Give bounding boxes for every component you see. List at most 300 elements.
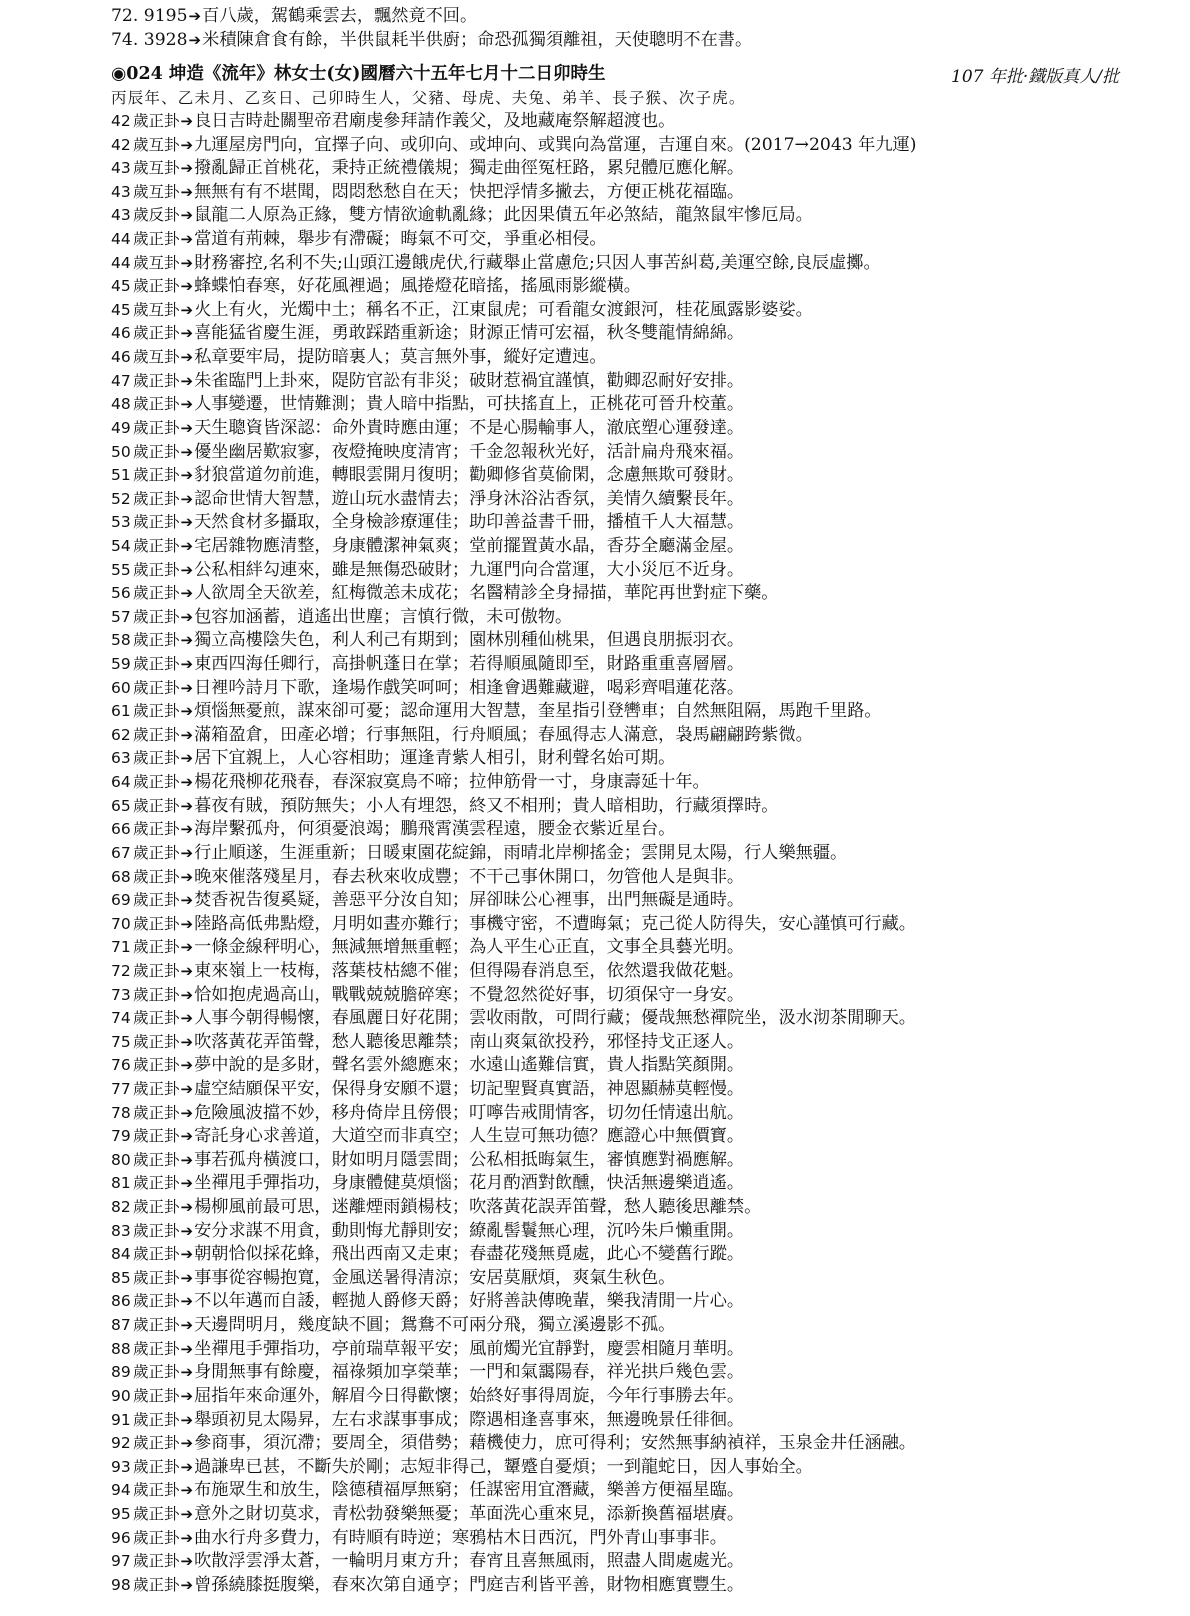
arrow-icon: ➔ — [180, 1410, 194, 1429]
arrow-icon: ➔ — [180, 867, 194, 886]
entry-row — [111, 866, 1171, 890]
entry-age: 80 — [111, 1150, 131, 1169]
entry-age: 46 — [111, 348, 131, 367]
entry-row — [111, 700, 1171, 724]
entry-age: 75 — [111, 1032, 131, 1051]
entry-row — [111, 1007, 1171, 1031]
arrow-icon: ➔ — [180, 1150, 194, 1169]
entry-gua: 歲正卦 — [133, 324, 180, 343]
entry-age: 96 — [111, 1528, 131, 1547]
arrow-icon: ➔ — [180, 1552, 194, 1571]
entry-gua: 歲互卦 — [133, 135, 180, 154]
arrow-icon: ➔ — [180, 985, 194, 1004]
entry-age: 43 — [111, 206, 131, 225]
entry-gua: 歲互卦 — [133, 159, 180, 178]
entry-row — [111, 960, 1171, 984]
arrow-icon: ➔ — [180, 442, 194, 461]
entry-text: 鼠龍二人原為正緣，雙方情欲逾軌亂緣；此因果債五年必煞結，龍煞鼠牢慘厄局。 — [194, 205, 813, 226]
entry-gua: 歲正卦 — [133, 1528, 180, 1547]
entry-gua: 歲正卦 — [133, 466, 180, 485]
entry-row — [111, 252, 1171, 276]
arrow-icon: ➔ — [180, 1481, 194, 1500]
entry-gua: 歲正卦 — [133, 820, 180, 839]
entry-age: 49 — [111, 418, 131, 437]
entry-age: 55 — [111, 560, 131, 579]
entry-row — [111, 511, 1171, 535]
entry-age: 74 — [111, 1009, 131, 1028]
arrow-icon: ➔ — [180, 631, 194, 650]
arrow-icon: ➔ — [180, 749, 194, 768]
entry-age: 50 — [111, 442, 131, 461]
entry-age: 70 — [111, 914, 131, 933]
top-line — [111, 28, 1171, 52]
entry-row — [111, 346, 1171, 370]
entry-text: 坐禪甩手彈指功，亭前瑞草報平安；風前燭光宜靜對，慶雲相隨月華明。 — [194, 1338, 745, 1359]
entry-text: 過謙卑已甚，不斷失於剛；志短非得己，顰蹙自憂煩；一到龍蛇日，因人事始全。 — [194, 1456, 813, 1477]
entry-gua: 歲正卦 — [133, 584, 180, 603]
line-text: 百八歲，駕鶴乘雲去，飄然竟不回。 — [202, 6, 478, 26]
entry-row — [111, 1243, 1171, 1267]
entry-text: 身閒無事有餘慶，福祿頻加享榮華；一門和氣靄陽春，祥光拱戶幾色雲。 — [194, 1362, 745, 1383]
entry-text: 天邊問明月，幾度缺不圓；鴛鴦不可兩分飛，獨立溪邊影不孤。 — [194, 1315, 676, 1336]
entry-age: 60 — [111, 678, 131, 697]
entry-age: 42 — [111, 135, 131, 154]
entry-row — [111, 322, 1171, 346]
entry-row — [111, 157, 1171, 181]
arrow-icon: ➔ — [180, 182, 194, 201]
arrow-icon: ➔ — [180, 1434, 194, 1453]
entry-gua: 歲正卦 — [133, 773, 180, 792]
entry-gua: 歲正卦 — [133, 112, 180, 130]
arrow-icon: ➔ — [180, 536, 194, 555]
entry-text: 煩惱無憂煎，謀來卻可憂；認命運用大智慧，奎星指引登轡車；自然無阻隔，馬跑千里路。 — [194, 701, 882, 722]
entry-age: 59 — [111, 655, 131, 674]
entry-age: 71 — [111, 938, 131, 957]
entry-text: 海岸繫孤舟，何須憂浪竭；鵬飛霄漢雲程遠，腰金衣紫近星台。 — [194, 819, 676, 840]
entry-age: 57 — [111, 607, 131, 626]
arrow-icon: ➔ — [180, 1339, 194, 1358]
entry-gua: 歲正卦 — [133, 418, 180, 437]
arrow-icon: ➔ — [180, 112, 194, 130]
entry-text: 包容加涵蓄，逍遙出世塵；言慎行微，未可傲物。 — [194, 606, 573, 627]
entry-text: 獨立高樓陰失色，利人利己有期到；園林別種仙桃果，但遇良朋振羽衣。 — [194, 630, 745, 651]
arrow-icon: ➔ — [180, 1292, 194, 1311]
arrow-icon: ➔ — [180, 466, 194, 485]
entry-age: 69 — [111, 891, 131, 910]
entry-row — [111, 1267, 1171, 1291]
entry-age: 42 — [111, 112, 131, 130]
entry-row — [111, 535, 1171, 559]
entry-row — [111, 606, 1171, 630]
entry-gua: 歲正卦 — [133, 749, 180, 768]
arrow-icon: ➔ — [180, 1575, 194, 1594]
entry-text: 吹散浮雲淨太蒼，一輪明月東方升；春宵且喜無風雨，照盡人間處處光。 — [194, 1551, 745, 1572]
entry-row — [111, 1290, 1171, 1314]
entry-row — [111, 677, 1171, 701]
entry-text: 宅居雜物應清整，身康體潔神氣爽；堂前擺置黃水晶，香芬全廳滿金屋。 — [194, 535, 745, 556]
entry-age: 65 — [111, 796, 131, 815]
entry-row — [111, 1409, 1171, 1433]
arrow-icon: ➔ — [180, 206, 194, 225]
entry-gua: 歲正卦 — [133, 867, 180, 886]
arrow-icon: ➔ — [180, 371, 194, 390]
entry-row — [111, 204, 1171, 228]
entry-age: 63 — [111, 749, 131, 768]
arrow-icon: ➔ — [188, 31, 202, 49]
entry-text: 楊柳風前最可思，迷離煙雨鎖楊枝；吹落黃花誤弄笛聲，愁人聽後思離禁。 — [194, 1197, 762, 1218]
entry-gua: 歲正卦 — [133, 1127, 180, 1146]
arrow-icon: ➔ — [180, 1056, 194, 1075]
arrow-icon: ➔ — [180, 1316, 194, 1335]
entry-age: 83 — [111, 1221, 131, 1240]
entry-age: 68 — [111, 867, 131, 886]
entry-gua: 歲正卦 — [133, 891, 180, 910]
line-code: 74. 3928 — [111, 30, 188, 50]
entry-gua: 歲正卦 — [133, 395, 180, 414]
arrow-icon: ➔ — [180, 1528, 194, 1547]
entry-age: 90 — [111, 1386, 131, 1405]
entry-gua: 歲正卦 — [133, 725, 180, 744]
entry-gua: 歲正卦 — [133, 1221, 180, 1240]
entry-gua: 歲反卦 — [133, 206, 180, 225]
entry-age: 56 — [111, 584, 131, 603]
arrow-icon: ➔ — [180, 1127, 194, 1146]
entry-text: 九運屋房門向，宜擇子向、或卯向、或坤向、或巽向為當運，吉運自來。(2017→2043 年九運) — [194, 134, 917, 155]
entry-age: 91 — [111, 1410, 131, 1429]
entry-gua: 歲正卦 — [133, 843, 180, 862]
entry-gua: 歲正卦 — [133, 702, 180, 721]
entry-gua: 歲正卦 — [133, 1056, 180, 1075]
entry-gua: 歲正卦 — [133, 1552, 180, 1571]
entry-text: 蜂蝶怕春寒，好花風裡過；風捲燈花暗搖，搖風雨影縱橫。 — [194, 276, 641, 297]
arrow-icon: ➔ — [180, 725, 194, 744]
entry-text: 人事變遷，世情難測；貴人暗中指點，可扶搖直上，正桃花可晉升校董。 — [194, 394, 745, 415]
entry-row — [111, 441, 1171, 465]
entry-age: 82 — [111, 1198, 131, 1217]
entry-age: 54 — [111, 536, 131, 555]
entry-text: 豺狼當道勿前進，轉眼雲開月復明；勸卿修省莫偷閑，念慮無欺可發財。 — [194, 465, 745, 486]
line-code: 72. 9195 — [111, 6, 188, 26]
arrow-icon: ➔ — [180, 395, 194, 414]
arrow-icon: ➔ — [180, 300, 194, 319]
entry-age: 58 — [111, 631, 131, 650]
arrow-icon: ➔ — [180, 418, 194, 437]
entry-row — [111, 1196, 1171, 1220]
entry-age: 87 — [111, 1316, 131, 1335]
entry-age: 67 — [111, 843, 131, 862]
entry-text: 天然食材多攝取，全身檢診療運佳；助印善益書千冊，播植千人大福慧。 — [194, 512, 745, 533]
entry-age: 93 — [111, 1457, 131, 1476]
entry-age: 89 — [111, 1363, 131, 1382]
entry-row — [111, 1078, 1171, 1102]
arrow-icon: ➔ — [180, 277, 194, 296]
entry-text: 不以年邁而自諉，輕拋人爵修天爵；好將善訣傳晚輩，樂我清閒一片心。 — [194, 1291, 745, 1312]
entry-age: 76 — [111, 1056, 131, 1075]
arrow-icon: ➔ — [180, 1009, 194, 1028]
entry-text: 舉頭初見太陽昇，左右求謀事事成；際遇相逢喜事來，無邊晚景任徘徊。 — [194, 1409, 745, 1430]
arrow-icon: ➔ — [180, 324, 194, 343]
entry-gua: 歲正卦 — [133, 1434, 180, 1453]
entry-gua: 歲正卦 — [133, 1386, 180, 1405]
entry-age: 46 — [111, 324, 131, 343]
entry-age: 86 — [111, 1292, 131, 1311]
arrow-icon: ➔ — [180, 1504, 194, 1523]
entry-gua: 歲正卦 — [133, 1339, 180, 1358]
entry-text: 居下宜親上，人心容相助；運逢青紫人相引，財利聲名始可期。 — [194, 748, 676, 769]
arrow-icon: ➔ — [180, 1386, 194, 1405]
entry-row — [111, 1432, 1171, 1456]
entry-text: 虛空結願保平安，保得身安願不還；切記聖賢真實語，神恩顯赫莫輕慢。 — [194, 1078, 745, 1099]
arrow-icon: ➔ — [180, 1221, 194, 1240]
entry-gua: 歲正卦 — [133, 489, 180, 508]
arrow-icon: ➔ — [180, 1198, 194, 1217]
entry-text: 無無有有不堪聞，悶悶愁愁自在天；快把浮情多撇去，方便正桃花福臨。 — [194, 181, 745, 202]
entry-text: 布施眾生和放生，陰德積福厚無窮；任謀密用宜潛藏，樂善方便福星臨。 — [194, 1480, 745, 1501]
entry-text: 認命世情大智慧，遊山玩水盡情去；淨身沐浴沾香氛，美情久續繫長年。 — [194, 488, 745, 509]
entry-row — [111, 488, 1171, 512]
entry-age: 43 — [111, 182, 131, 201]
entry-text: 行止順遂，生涯重新；日暖東園花綻錦，雨晴北岸柳搖金；雲開見太陽，行人樂無疆。 — [194, 842, 848, 863]
entry-text: 曾孫繞膝挺腹樂，春來次第自通亨；門庭吉利皆平善，財物相應實豐生。 — [194, 1574, 745, 1595]
entry-age: 44 — [111, 253, 131, 272]
entry-gua: 歲正卦 — [133, 513, 180, 532]
entry-row — [111, 984, 1171, 1008]
entry-row — [111, 1338, 1171, 1362]
entry-gua: 歲正卦 — [133, 1032, 180, 1051]
section-header — [111, 62, 1171, 110]
entry-age: 95 — [111, 1504, 131, 1523]
entry-text: 意外之財切莫求，青松勃發樂無憂；革面洗心重來見，添新換舊福堪賡。 — [194, 1503, 745, 1524]
entry-text: 一條金線秤明心，無減無增無重輕；為人平生心正直，文事全具藝光明。 — [194, 937, 745, 958]
arrow-icon: ➔ — [180, 961, 194, 980]
entry-gua: 歲正卦 — [133, 1481, 180, 1500]
entry-gua: 歲正卦 — [133, 631, 180, 650]
entry-row — [111, 1172, 1171, 1196]
entry-row — [111, 1527, 1171, 1551]
entry-age: 94 — [111, 1481, 131, 1500]
arrow-icon: ➔ — [188, 7, 202, 25]
entry-gua: 歲正卦 — [133, 1316, 180, 1335]
entry-age: 66 — [111, 820, 131, 839]
arrow-icon: ➔ — [180, 773, 194, 792]
arrow-icon: ➔ — [180, 230, 194, 249]
arrow-icon: ➔ — [180, 938, 194, 957]
entry-gua: 歲正卦 — [133, 1292, 180, 1311]
arrow-icon: ➔ — [180, 702, 194, 721]
section-title: ◉024 坤造《流年》林女士(女)國曆六十五年七月十二日卯時生 — [111, 64, 606, 84]
entry-row — [111, 1361, 1171, 1385]
entry-text: 私章要牢局，提防暗裏人；莫言無外事，縱好定遭迍。 — [194, 347, 607, 368]
entry-text: 吹落黃花弄笛聲，愁人聽後思離禁；南山爽氣欲投矜，邪怪持戈正逐人。 — [194, 1031, 745, 1052]
entry-row — [111, 653, 1171, 677]
entry-gua: 歲正卦 — [133, 938, 180, 957]
arrow-icon: ➔ — [180, 1363, 194, 1382]
entry-gua: 歲正卦 — [133, 1103, 180, 1122]
entry-row — [111, 464, 1171, 488]
entry-row — [111, 559, 1171, 583]
entry-text: 焚香祝告復奚疑，善惡平分汝自知；屏卻昧公心裡事，出門無礙是通時。 — [194, 890, 745, 911]
entry-row — [111, 299, 1171, 323]
entry-text: 優坐幽居歎寂寥，夜燈掩映度清宵；千金忽報秋光好，活計扁舟飛來福。 — [194, 441, 745, 462]
entry-text: 事若孤舟橫渡口，財如明月隱雲間；公私相抵晦氣生，審慎應對禍應解。 — [194, 1149, 745, 1170]
birth-branches: 丙辰年、乙未月、乙亥日、己卯時生人，父豬、母虎、夫兔、弟羊、長子猴、次子虎。 — [111, 89, 746, 107]
entry-age: 47 — [111, 371, 131, 390]
entry-age: 78 — [111, 1103, 131, 1122]
entry-gua: 歲正卦 — [133, 607, 180, 626]
entry-row — [111, 1149, 1171, 1173]
entry-age: 45 — [111, 277, 131, 296]
arrow-icon: ➔ — [180, 914, 194, 933]
entry-text: 朝朝恰似採花蜂，飛出西南又走東；春盡花殘無覓處，此心不變舊行蹤。 — [194, 1244, 745, 1265]
entry-text: 危險風波擋不妙，移舟倚岸且傍偎；叮嚀告戒閒情客，切勿任情遠出航。 — [194, 1102, 745, 1123]
entry-row — [111, 1125, 1171, 1149]
entry-gua: 歲正卦 — [133, 1174, 180, 1193]
arrow-icon: ➔ — [180, 796, 194, 815]
entry-row — [111, 1220, 1171, 1244]
entry-text: 人欲周全天欲差，紅梅微恙未成花；名醫精診全身掃描，華陀再世對症下藥。 — [194, 583, 779, 604]
entry-age: 79 — [111, 1127, 131, 1146]
entry-row — [111, 275, 1171, 299]
arrow-icon: ➔ — [180, 513, 194, 532]
top-lines — [111, 4, 1171, 52]
arrow-icon: ➔ — [180, 607, 194, 626]
entry-gua: 歲互卦 — [133, 300, 180, 319]
entry-row — [111, 393, 1171, 417]
line-text: 米積陳倉食有餘，半供鼠耗半供廚；命恐孤獨須離祖，天使聰明不在書。 — [202, 30, 753, 50]
entry-gua: 歲正卦 — [133, 1575, 180, 1594]
entry-row — [111, 889, 1171, 913]
entry-row — [111, 228, 1171, 252]
entry-row — [111, 1102, 1171, 1126]
entry-age: 98 — [111, 1575, 131, 1594]
entry-row — [111, 724, 1171, 748]
entry-row — [111, 370, 1171, 394]
arrow-icon: ➔ — [180, 489, 194, 508]
entry-text: 曲水行舟多費力，有時順有時逆；寒鴉枯木日西沉，門外青山事事非。 — [194, 1527, 727, 1548]
entry-text: 恰如抱虎過高山，戰戰兢兢膽碎寒；不覺忽然從好事，切須保守一身安。 — [194, 984, 745, 1005]
entry-row — [111, 134, 1171, 158]
entry-text: 坐禪甩手彈指功，身康體健莫煩惱；花月酌酒對飲醺，快活無邊樂逍遙。 — [194, 1173, 745, 1194]
entry-row — [111, 1031, 1171, 1055]
entry-text: 人事今朝得暢懷，春風麗日好花開；雲收雨散，可問行藏；優哉無愁禪院坐，汲水沏茶閒聊天。 — [194, 1008, 916, 1029]
entry-gua: 歲正卦 — [133, 985, 180, 1004]
entry-row — [111, 936, 1171, 960]
entry-gua: 歲正卦 — [133, 678, 180, 697]
entry-age: 85 — [111, 1268, 131, 1287]
entry-age: 97 — [111, 1552, 131, 1571]
entry-text: 天生聰資皆深認：命外貴時應由運；不是心腸輸事人，澈底塑心運發達。 — [194, 417, 745, 438]
entry-age: 44 — [111, 230, 131, 249]
entry-age: 84 — [111, 1245, 131, 1264]
entry-gua: 歲正卦 — [133, 560, 180, 579]
entry-gua: 歲正卦 — [133, 1009, 180, 1028]
entry-age: 88 — [111, 1339, 131, 1358]
entry-row — [111, 181, 1171, 205]
entry-text: 日裡吟詩月下歌，逢場作戲笑呵呵；相逢會遇難藏避，喝彩齊唱蓮花落。 — [194, 677, 745, 698]
entry-text: 火上有火，光燭中土；稱名不正，江東鼠虎；可看龍女渡銀河，桂花風露影婆娑。 — [194, 299, 813, 320]
arrow-icon: ➔ — [180, 560, 194, 579]
entry-gua: 歲正卦 — [133, 914, 180, 933]
entry-gua: 歲互卦 — [133, 253, 180, 272]
entry-text: 事事從容暢抱寬，金風送暑得清涼；安居莫厭煩，爽氣生秋色。 — [194, 1267, 676, 1288]
entry-gua: 歲正卦 — [133, 1410, 180, 1429]
entry-row — [111, 1385, 1171, 1409]
arrow-icon: ➔ — [180, 820, 194, 839]
entry-age: 92 — [111, 1434, 131, 1453]
entry-row — [111, 1550, 1171, 1574]
entry-gua: 歲正卦 — [133, 796, 180, 815]
entry-text: 公私相絆勾連來，雖是無傷恐破財；九運門向合當運，大小災厄不近身。 — [194, 559, 745, 580]
entry-gua: 歲正卦 — [133, 1268, 180, 1287]
arrow-icon: ➔ — [180, 348, 194, 367]
arrow-icon: ➔ — [180, 135, 194, 154]
entry-row — [111, 629, 1171, 653]
section-batch-note: 107 年批·鐵版真人/批 — [951, 67, 1119, 87]
entry-gua: 歲正卦 — [133, 442, 180, 461]
entry-text: 滿箱盈倉，田產必增；行事無阻，行舟順風；春風得志人滿意，袅馬翩翩跨紫微。 — [194, 724, 813, 745]
entry-gua: 歲正卦 — [133, 371, 180, 390]
entry-text: 楊花飛柳花飛春，春深寂寞鳥不啼；拉伸筋骨一寸，身康壽延十年。 — [194, 772, 710, 793]
entry-age: 48 — [111, 395, 131, 414]
entry-text: 寄託身心求善道，大道空而非真空；人生豈可無功德？應證心中無價寶。 — [194, 1126, 745, 1147]
entry-row — [111, 795, 1171, 819]
entry-age: 81 — [111, 1174, 131, 1193]
entry-text: 財務審控,名利不失;山頭江邊餓虎伏,行藏舉止當慮危;只因人事苦糾葛,美運空餘,良辰虛擲。 — [194, 252, 881, 273]
entry-row — [111, 913, 1171, 937]
entry-text: 屈指年來命運外，解眉今日得歡懷；始終好事得周旋，今年行事勝去年。 — [194, 1385, 745, 1406]
entry-text: 朱雀臨門上卦來，隄防官訟有非災；破財惹禍宜謹慎，勸卿忍耐好安排。 — [194, 370, 745, 391]
entry-row — [111, 747, 1171, 771]
entry-gua: 歲互卦 — [133, 182, 180, 201]
arrow-icon: ➔ — [180, 1032, 194, 1051]
arrow-icon: ➔ — [180, 253, 194, 272]
entry-age: 77 — [111, 1079, 131, 1098]
arrow-icon: ➔ — [180, 1268, 194, 1287]
entry-text: 晚來催落殘星月，春去秋來收成豐；不干己事休開口，勿管他人是與非。 — [194, 866, 745, 887]
entry-row — [111, 1456, 1171, 1480]
entry-gua: 歲正卦 — [133, 1150, 180, 1169]
arrow-icon: ➔ — [180, 584, 194, 603]
entry-text: 參商事，須沉滯；要周全，須借勢；藉機使力，庶可得利；安然無事納禎祥，玉泉金井任涵融。 — [194, 1433, 916, 1454]
entry-gua: 歲正卦 — [133, 1457, 180, 1476]
entry-row — [111, 582, 1171, 606]
arrow-icon: ➔ — [180, 891, 194, 910]
entry-text: 撥亂歸正首桃花，秉持正統禮儀規；獨走曲徑冤枉路，累兒體厄應化解。 — [194, 158, 745, 179]
entry-gua: 歲正卦 — [133, 230, 180, 249]
entry-text: 喜能猛省慶生涯，勇敢踩踏重新途；財源正情可宏福，秋冬雙龍情綿綿。 — [194, 323, 745, 344]
entry-gua: 歲正卦 — [133, 1504, 180, 1523]
entry-text: 當道有荊棘，舉步有滯礙；晦氣不可交，爭重必相侵。 — [194, 229, 607, 250]
entry-gua: 歲互卦 — [133, 348, 180, 367]
arrow-icon: ➔ — [180, 1457, 194, 1476]
entry-row — [111, 1054, 1171, 1078]
entry-gua: 歲正卦 — [133, 655, 180, 674]
entry-age: 45 — [111, 300, 131, 319]
entry-gua: 歲正卦 — [133, 1079, 180, 1098]
entry-text: 安分求謀不用貪，動則悔尤靜則安；繚亂髻鬟無心理，沉吟朱戶懶重開。 — [194, 1220, 745, 1241]
top-line — [111, 4, 1171, 28]
entry-row — [111, 1503, 1171, 1527]
entry-row — [111, 842, 1171, 866]
entry-gua: 歲正卦 — [133, 1198, 180, 1217]
arrow-icon: ➔ — [180, 678, 194, 697]
entry-age: 64 — [111, 773, 131, 792]
entry-row — [111, 1479, 1171, 1503]
entry-row — [111, 1574, 1171, 1598]
entry-row — [111, 110, 1171, 134]
entry-row — [111, 771, 1171, 795]
entry-gua: 歲正卦 — [133, 1245, 180, 1264]
